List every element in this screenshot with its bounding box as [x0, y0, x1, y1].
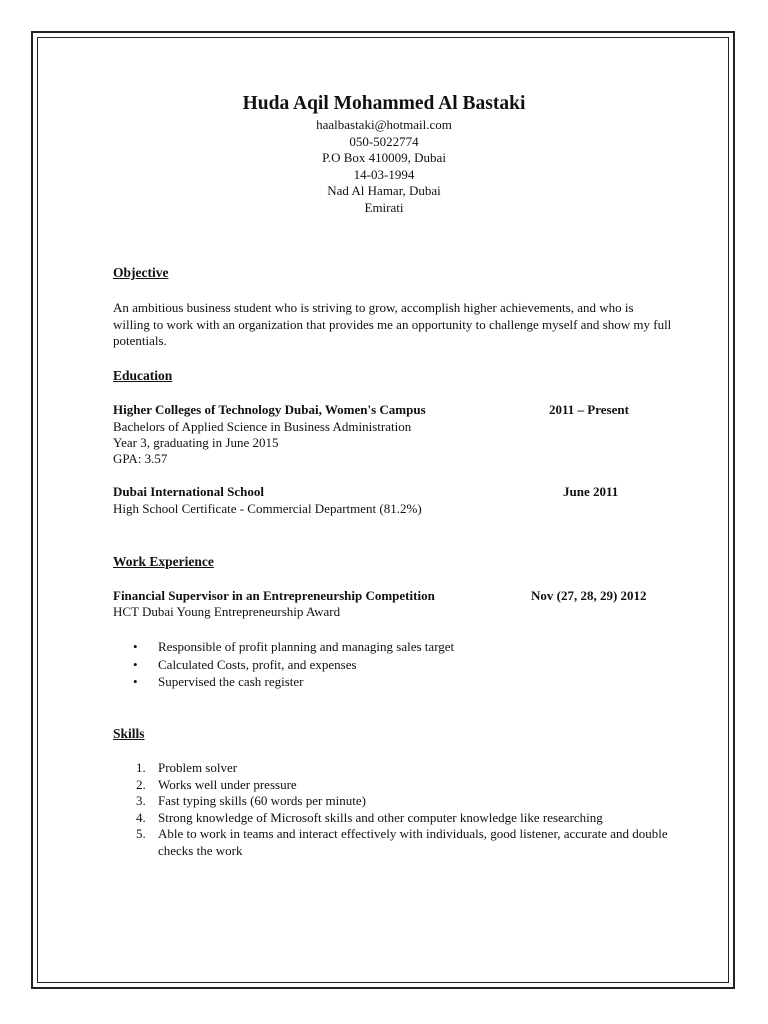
- objective-heading: Objective: [113, 265, 169, 280]
- list-item: [113, 638, 454, 656]
- education-detail: High School Certificate - Commercial Department (81.2%): [113, 501, 422, 516]
- education-dates: June 2011: [563, 484, 619, 499]
- education-detail: Year 3, graduating in June 2015: [113, 435, 279, 450]
- list-item-text: Fast typing skills (60 words per minute): [158, 793, 366, 808]
- list-item-text: Able to work in teams and interact effectively with individuals, good listener, accurate and double checks the work: [158, 826, 668, 858]
- list-item-text: Problem solver: [158, 760, 238, 775]
- work-experience-heading: Work Experience: [113, 554, 214, 569]
- list-item: [113, 656, 454, 674]
- phone-text: 050-5022774: [349, 133, 419, 149]
- skills-heading: Skills: [113, 726, 145, 741]
- education-detail: Bachelors of Applied Science in Business Administration: [113, 419, 412, 434]
- bullet-icon: •: [133, 656, 138, 672]
- applicant-name: Huda Aqil Mohammed Al Bastaki: [242, 93, 526, 114]
- list-number: 1.: [136, 760, 146, 775]
- list-item: [113, 826, 673, 859]
- address-text: P.O Box 410009, Dubai: [322, 150, 446, 165]
- list-item-text: Supervised the cash register: [158, 674, 304, 689]
- nationality-text: Emirati: [364, 199, 404, 215]
- bullet-icon: •: [133, 639, 138, 654]
- work-title: Financial Supervisor in an Entrepreneurship Competition: [113, 588, 435, 603]
- education-institution: Dubai International School: [113, 484, 264, 499]
- education-detail: GPA: 3.57: [113, 451, 168, 466]
- list-item-text: Calculated Costs, profit, and expenses: [158, 656, 357, 672]
- email-text: haalbastaki@hotmail.com: [316, 117, 452, 132]
- work-dates: Nov (27, 28, 29) 2012: [531, 588, 647, 603]
- list-item: [113, 760, 673, 777]
- work-organization: HCT Dubai Young Entrepreneurship Award: [113, 604, 341, 619]
- location-text: Nad Al Hamar, Dubai: [327, 183, 441, 198]
- list-number: 2.: [136, 776, 146, 792]
- work-bullet-list: [113, 638, 454, 691]
- list-item-text: Works well under pressure: [158, 776, 297, 792]
- education-heading: Education: [113, 368, 173, 383]
- date-of-birth-text: 14-03-1994: [353, 166, 415, 182]
- list-item-text: Responsible of profit planning and managing sales target: [158, 639, 455, 654]
- list-number: 5.: [136, 826, 146, 841]
- list-number: 4.: [136, 809, 146, 825]
- list-number: 3.: [136, 793, 146, 808]
- list-item: [113, 673, 454, 691]
- contact-block: [0, 117, 768, 216]
- skills-list: [113, 760, 673, 859]
- list-item: [113, 777, 673, 794]
- list-item: [113, 810, 673, 827]
- objective-text: An ambitious business student who is striving to grow, accomplish higher achievements, and who is willing to work with an organization that provides me an opportunity to challenge myself and show my full potentials.: [113, 300, 672, 348]
- list-item: [113, 793, 673, 810]
- education-dates: 2011 – Present: [549, 402, 629, 417]
- list-item-text: Strong knowledge of Microsoft skills and other computer knowledge like researching: [158, 809, 603, 825]
- bullet-icon: •: [133, 674, 138, 689]
- education-institution: Higher Colleges of Technology Dubai, Women's Campus: [113, 402, 426, 417]
